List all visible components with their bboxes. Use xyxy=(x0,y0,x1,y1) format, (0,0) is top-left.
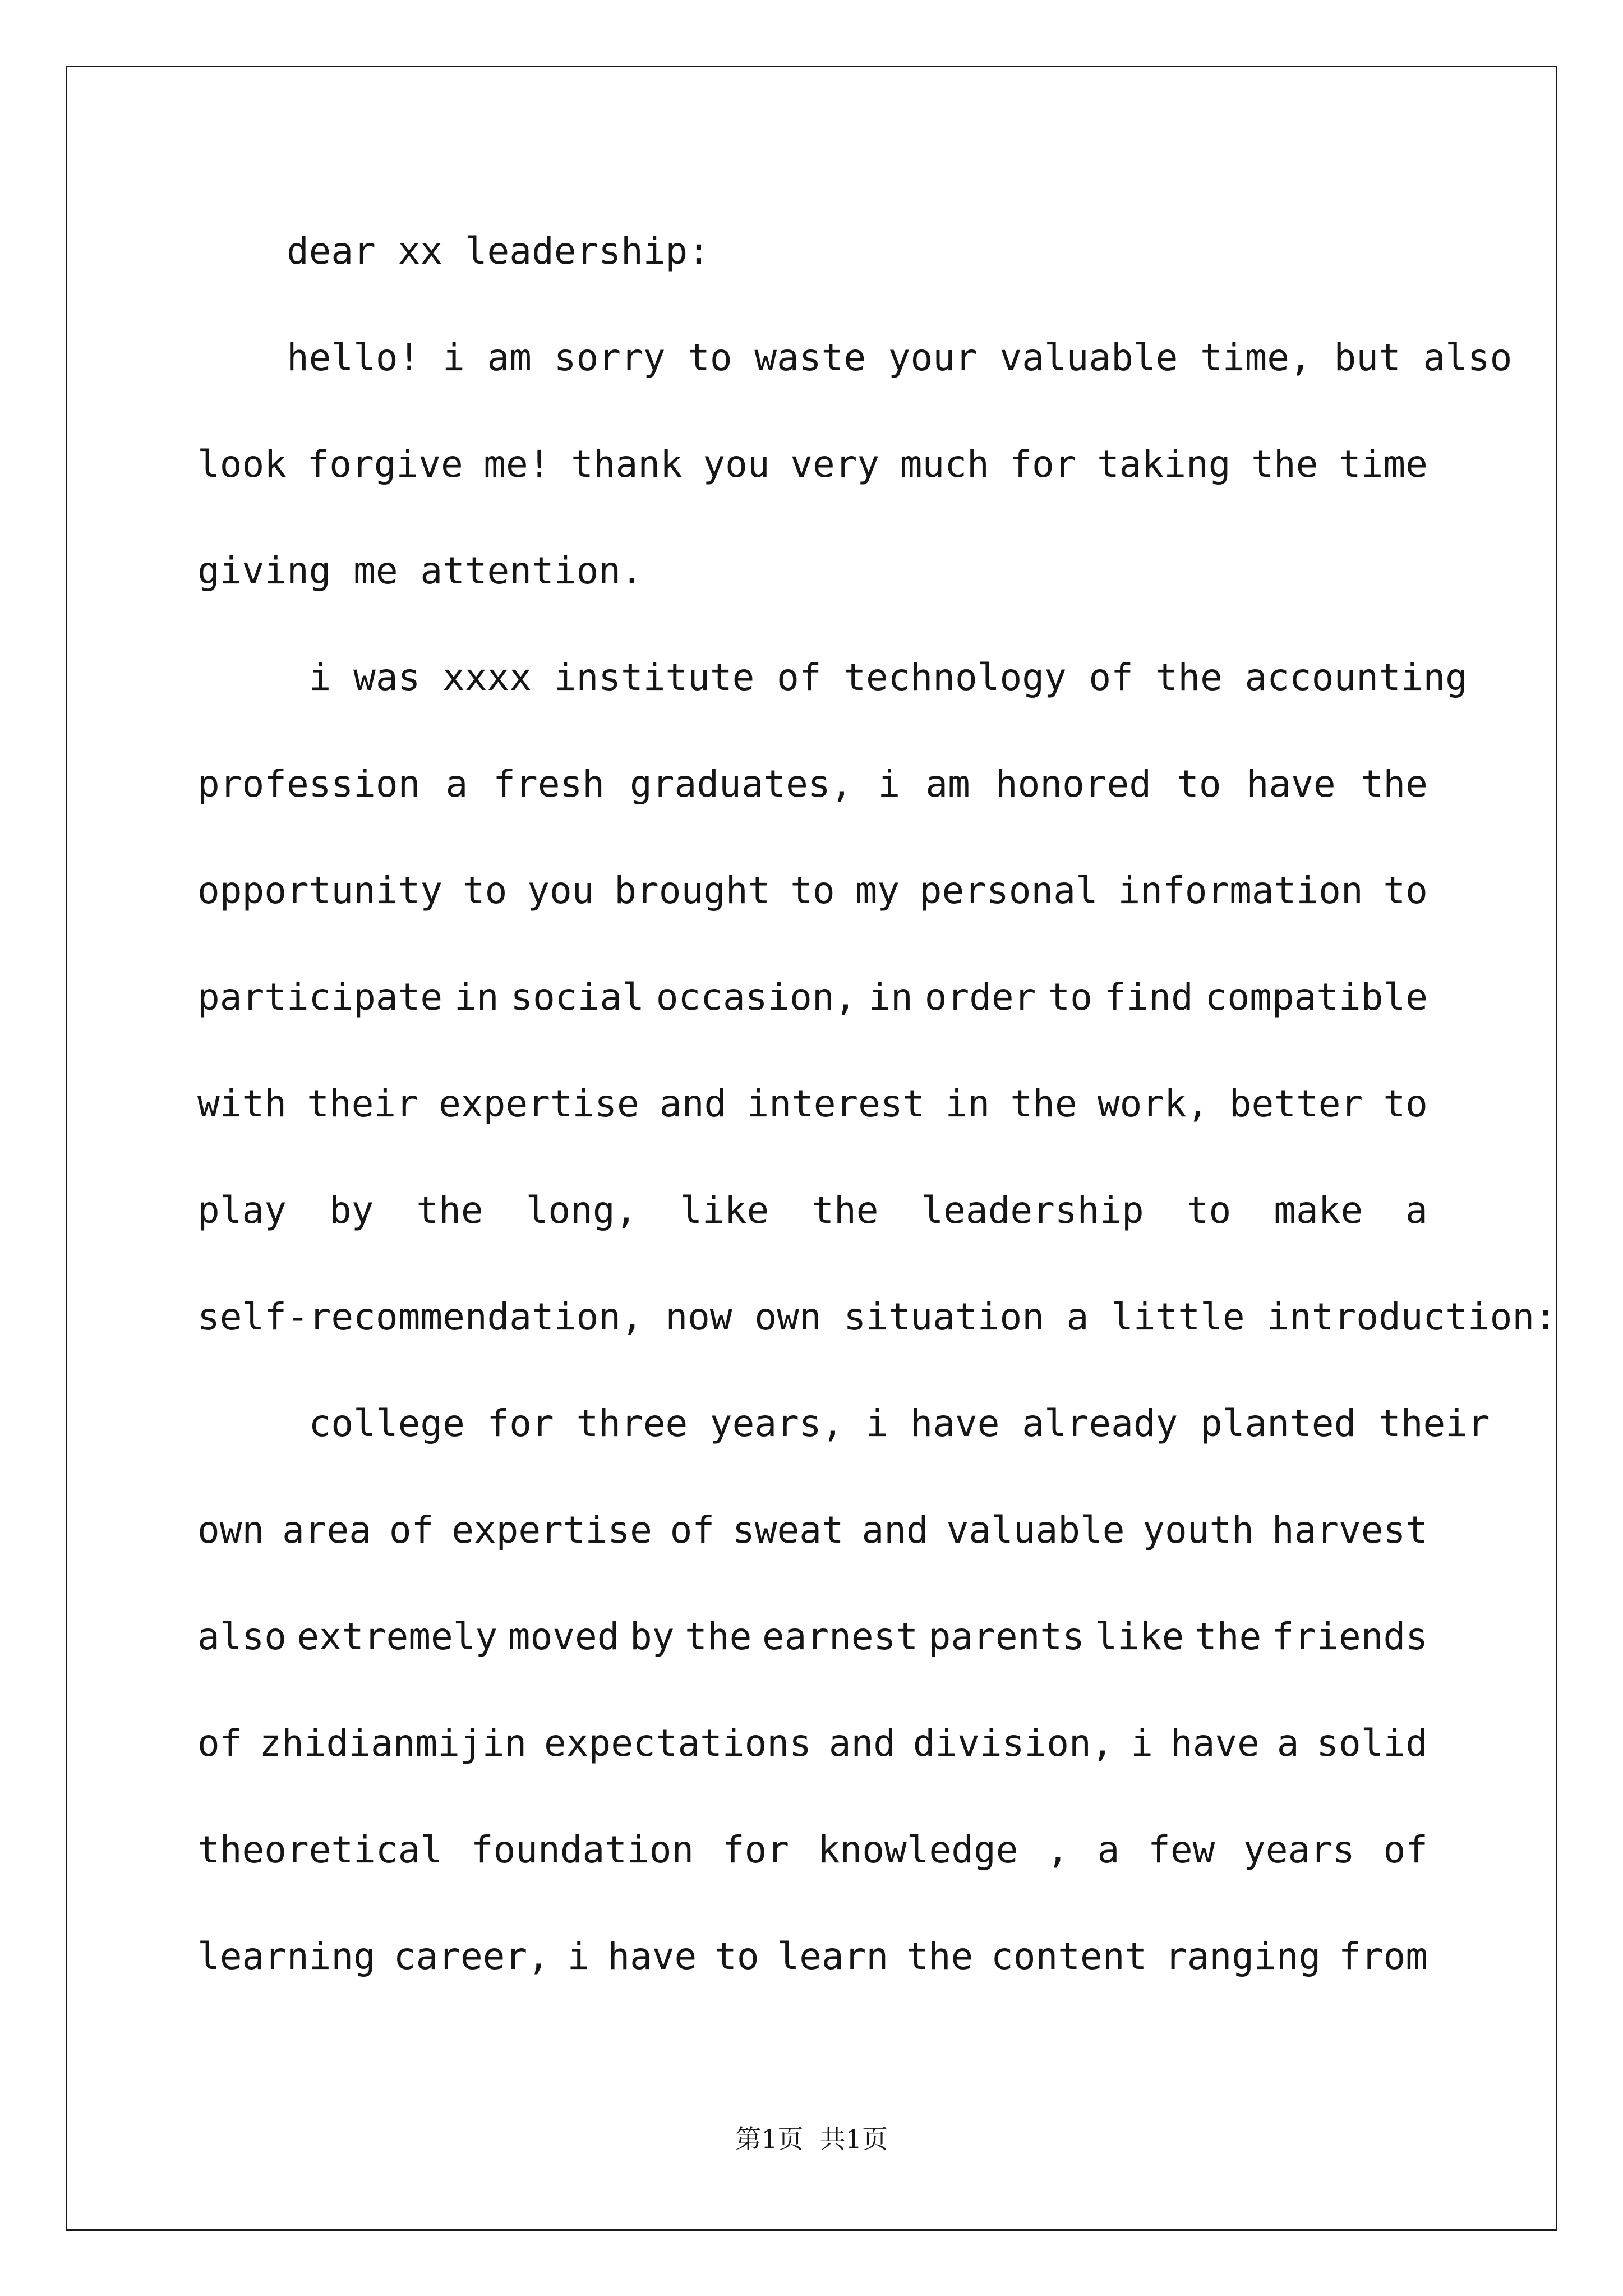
word: solid xyxy=(1316,1722,1428,1765)
word: i xyxy=(878,762,901,806)
word: taking xyxy=(1097,443,1231,486)
text-line xyxy=(197,869,1428,912)
word: compatible xyxy=(1205,976,1428,1019)
text-line: hello! i am sorry to waste your valuable time, but also xyxy=(197,336,1513,379)
word: to xyxy=(1177,762,1221,806)
word: graduates, xyxy=(630,762,853,806)
word: expertise xyxy=(451,1508,652,1552)
word: to xyxy=(1186,1189,1232,1232)
word: forgive xyxy=(307,443,463,486)
text-line xyxy=(197,1189,1428,1232)
word: look xyxy=(197,443,287,486)
word: very xyxy=(790,443,880,486)
word: leadership xyxy=(921,1189,1144,1232)
word: a xyxy=(1276,1722,1299,1765)
word: participate xyxy=(197,976,443,1019)
word: much xyxy=(900,443,989,486)
word: social xyxy=(510,976,644,1019)
text-line xyxy=(197,1082,1428,1125)
word: have xyxy=(607,1935,697,1978)
word: harvest xyxy=(1271,1508,1428,1552)
word: in xyxy=(454,976,499,1019)
word: by xyxy=(329,1189,374,1232)
word: career, xyxy=(393,1935,550,1978)
word: sweat xyxy=(732,1508,844,1552)
word: division, xyxy=(912,1722,1114,1765)
text-line: self-recommendation, now own situation a little introduction: xyxy=(197,1295,1557,1338)
word: interest xyxy=(746,1082,925,1125)
word: zhidianmijin xyxy=(259,1722,527,1765)
word: for xyxy=(1009,443,1077,486)
word: few xyxy=(1148,1828,1215,1871)
word: to xyxy=(790,869,835,912)
word: to xyxy=(1048,976,1092,1019)
word: with xyxy=(197,1082,287,1125)
word: have xyxy=(1246,762,1336,806)
word: the xyxy=(1010,1082,1077,1125)
word: me! xyxy=(483,443,551,486)
word: also xyxy=(197,1615,287,1658)
page-number-footer: 第1页 共1页 xyxy=(735,2124,888,2154)
word: theoretical xyxy=(197,1828,443,1871)
word: fresh xyxy=(493,762,605,806)
text-line xyxy=(197,976,1428,1019)
word: of xyxy=(197,1722,242,1765)
word: content xyxy=(991,1935,1147,1978)
text-line xyxy=(197,1722,1428,1765)
word: the xyxy=(1251,443,1318,486)
word: to xyxy=(1383,1082,1428,1125)
word: profession xyxy=(197,762,421,806)
word: information xyxy=(1118,869,1363,912)
word: expectations xyxy=(544,1722,811,1765)
word: honored xyxy=(995,762,1152,806)
word: work, xyxy=(1097,1082,1209,1125)
word: friends xyxy=(1271,1615,1428,1658)
word: of xyxy=(389,1508,434,1552)
word: you xyxy=(703,443,770,486)
word: valuable xyxy=(946,1508,1125,1552)
word: knowledge xyxy=(817,1828,1018,1871)
word: area xyxy=(282,1508,372,1552)
word: am xyxy=(925,762,970,806)
word: , xyxy=(1046,1828,1069,1871)
text-line xyxy=(197,1508,1428,1552)
word: for xyxy=(722,1828,790,1871)
word: learn xyxy=(777,1935,889,1978)
word: opportunity xyxy=(197,869,443,912)
word: foundation xyxy=(471,1828,694,1871)
word: a xyxy=(1097,1828,1120,1871)
word: expertise xyxy=(439,1082,639,1125)
word: to xyxy=(1383,869,1428,912)
word: a xyxy=(1405,1189,1428,1232)
word: personal xyxy=(919,869,1098,912)
word: extremely xyxy=(297,1615,498,1658)
word: the xyxy=(906,1935,974,1978)
word: from xyxy=(1339,1935,1428,1978)
word: the xyxy=(811,1189,879,1232)
word: of xyxy=(670,1508,715,1552)
word: like xyxy=(1095,1615,1184,1658)
word: and xyxy=(861,1508,929,1552)
word: occasion, xyxy=(656,976,857,1019)
word: i xyxy=(1131,1722,1154,1765)
word: play xyxy=(197,1189,287,1232)
word: a xyxy=(445,762,468,806)
word: by xyxy=(630,1615,675,1658)
word: brought xyxy=(614,869,771,912)
word: order xyxy=(924,976,1036,1019)
word: to xyxy=(714,1935,759,1978)
text-line xyxy=(197,443,1428,486)
word: to xyxy=(462,869,508,912)
word: of xyxy=(1383,1828,1428,1871)
text-line xyxy=(197,1828,1428,1871)
word: the xyxy=(416,1189,483,1232)
word: own xyxy=(197,1508,265,1552)
word: and xyxy=(828,1722,896,1765)
word: better xyxy=(1229,1082,1363,1125)
word: you xyxy=(527,869,594,912)
word: parents xyxy=(928,1615,1085,1658)
word: and xyxy=(660,1082,727,1125)
word: ranging xyxy=(1165,1935,1321,1978)
letter-salutation: dear xx leadership: xyxy=(197,229,710,273)
word: find xyxy=(1104,976,1193,1019)
word: long, xyxy=(525,1189,638,1232)
text-line xyxy=(197,1615,1428,1658)
word: the xyxy=(1361,762,1428,806)
word: time xyxy=(1338,443,1428,486)
text-line xyxy=(197,1935,1428,1978)
word: learning xyxy=(197,1935,376,1978)
text-line: i was xxxx institute of technology of the accounting xyxy=(197,656,1468,699)
word: their xyxy=(307,1082,418,1125)
word: i xyxy=(567,1935,590,1978)
word: in xyxy=(945,1082,990,1125)
word: moved xyxy=(508,1615,620,1658)
text-line: giving me attention. xyxy=(197,549,643,592)
page-border xyxy=(66,66,1557,2231)
word: earnest xyxy=(762,1615,919,1658)
text-line: college for three years, i have already planted their xyxy=(197,1402,1490,1445)
word: make xyxy=(1274,1189,1363,1232)
word: in xyxy=(868,976,913,1019)
word: years xyxy=(1243,1828,1355,1871)
word: the xyxy=(685,1615,752,1658)
word: my xyxy=(855,869,900,912)
word: the xyxy=(1194,1615,1262,1658)
word: like xyxy=(680,1189,769,1232)
word: thank xyxy=(571,443,683,486)
text-line xyxy=(197,762,1428,806)
word: youth xyxy=(1142,1508,1254,1552)
word: have xyxy=(1170,1722,1260,1765)
